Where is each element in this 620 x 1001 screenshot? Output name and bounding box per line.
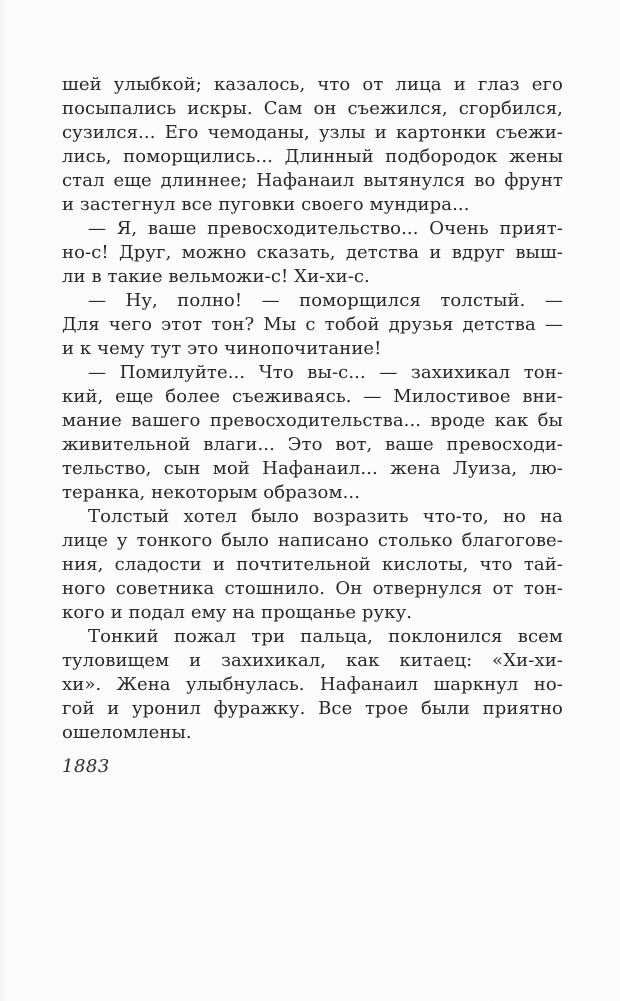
text-line: туловищем и захихикал, как китаец: «Хи-хи-	[62, 650, 563, 671]
text-line: и к чему тут это чинопочитание!	[62, 338, 382, 359]
text-line: тельство, сын мой Нафанаил... жена Луиза, лю-	[62, 458, 563, 479]
paragraph	[62, 217, 563, 289]
text-line: Тонкий пожал три пальца, поклонился всем	[88, 626, 563, 647]
text-line: — Помилуйте... Что вы-с... — захихикал тон-	[88, 362, 563, 383]
text-line: мание вашего превосходительства... вроде как бы	[62, 410, 563, 431]
text-line: гой и уронил фуражку. Все трое были приятно	[62, 698, 563, 719]
text-line: шей улыбкой; казалось, что от лица и глаз его	[62, 74, 563, 95]
text-line: кий, еще более съеживаясь. — Милостивое вни-	[62, 386, 563, 407]
paragraph	[62, 361, 563, 505]
text-line: стал еще длиннее; Нафанаил вытянулся во фрунт	[62, 170, 563, 191]
text-line: сузился... Его чемоданы, узлы и картонки съежи-	[62, 122, 563, 143]
text-block	[62, 73, 563, 745]
paragraph	[62, 289, 563, 361]
year-label: 1883	[62, 756, 110, 777]
text-line: ного советника стошнило. Он отвернулся от тон-	[62, 578, 563, 599]
text-line: но-с! Друг, можно сказать, детства и вдруг выш-	[62, 242, 563, 263]
text-line: Толстый хотел было возразить что-то, но на	[88, 506, 563, 527]
text-line: хи». Жена улыбнулась. Нафанаил шаркнул но-	[62, 674, 563, 695]
text-line: Для чего этот тон? Мы с тобой друзья детства —	[62, 314, 563, 335]
text-line: и застегнул все пуговки своего мундира...	[62, 194, 470, 215]
text-line: ошеломлены.	[62, 722, 192, 743]
text-line: посыпались искры. Сам он съежился, сгорбился,	[62, 98, 563, 119]
text-line: кого и подал ему на прощанье руку.	[62, 602, 413, 623]
paragraph	[62, 505, 563, 625]
paragraph	[62, 625, 563, 745]
text-line: ли в такие вельможи-с! Хи-хи-с.	[62, 266, 370, 287]
text-line: — Ну, полно! — поморщился толстый. —	[88, 290, 563, 311]
text-line: лице у тонкого было написано столько благогове-	[62, 530, 563, 551]
text-line: — Я, ваше превосходительство... Очень прият-	[88, 218, 563, 239]
paragraph	[62, 73, 563, 217]
text-line: теранка, некоторым образом...	[62, 482, 361, 503]
text-line: лись, поморщились... Длинный подбородок жены	[62, 146, 563, 167]
text-line: ния, сладости и почтительной кислоты, что тай-	[62, 554, 563, 575]
text-line: живительной влаги... Это вот, ваше превосходи-	[62, 434, 563, 455]
